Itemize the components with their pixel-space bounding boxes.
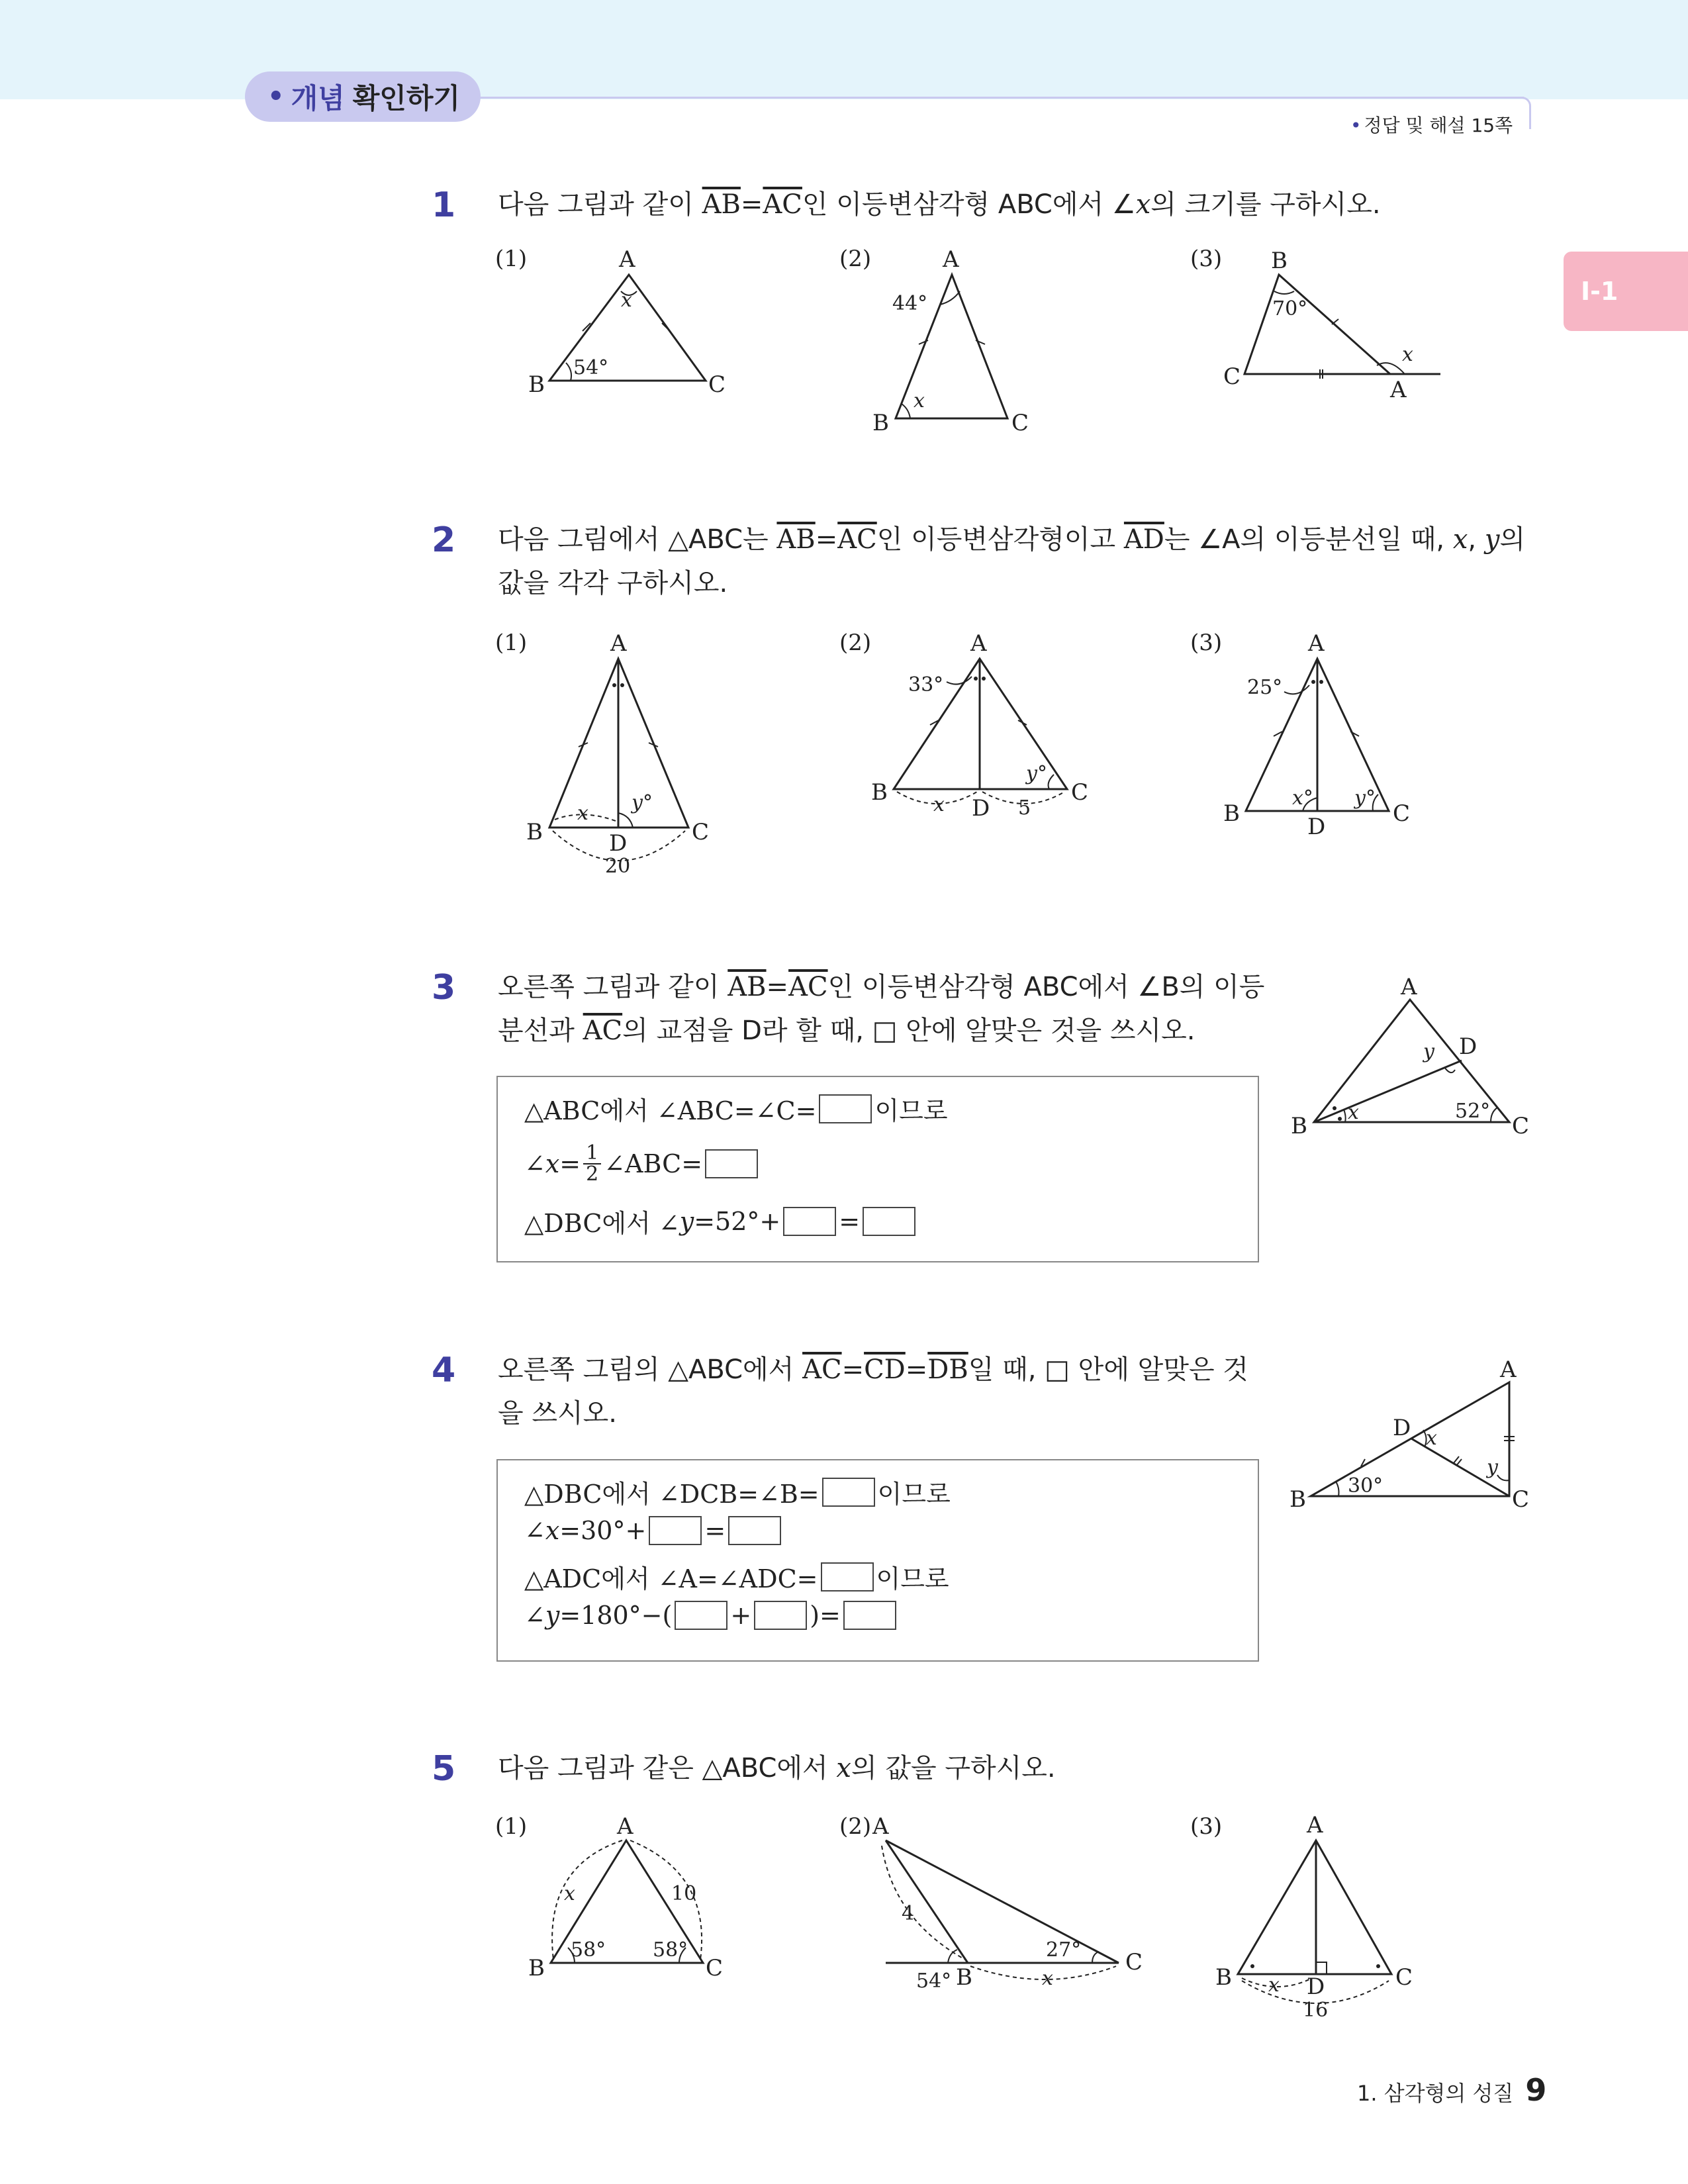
svg-text:A: A [1308,630,1325,657]
svg-text:x°: x° [1292,786,1313,810]
svg-text:D: D [609,830,628,857]
svg-text:C: C [1395,1964,1413,1991]
question-number-5: 5 [432,1749,456,1789]
svg-text:B: B [872,410,889,436]
svg-text:52°: 52° [1455,1100,1491,1123]
svg-text:20: 20 [605,855,631,878]
svg-text:C: C [708,371,726,398]
svg-text:C: C [1393,800,1411,827]
svg-text:A: A [1307,1812,1323,1838]
svg-text:A: A [1500,1356,1517,1383]
answer-reference: • 정답 및 해설 15쪽 [1350,115,1513,136]
svg-text:B: B [1291,1113,1307,1139]
svg-text:(1): (1) [495,630,528,656]
svg-text:54°: 54° [916,1970,952,1993]
svg-text:A: A [872,1813,889,1840]
svg-text:27°: 27° [1046,1938,1082,1962]
q3-solution-box: △ABC에서 ∠ABC=∠C= 이므로 ∠ x = $\frac{1}{2}$ ∠ABC= △DBC에서 ∠ y =52°+ = [496,1076,1259,1262]
svg-text:y°: y° [1354,786,1376,810]
svg-text:B: B [1289,1486,1306,1513]
svg-text:x: x [621,289,632,312]
question-text-4: 오른쪽 그림의 △ABC에서 $\overline{AC}=\overline{CD}=\overline{DB}$일 때, □ 안에 알맞은 것 을 쓰시오. [498,1354,1248,1429]
svg-text:C: C [692,819,710,845]
svg-text:y: y [1487,1456,1498,1479]
page-number: 9 [1525,2072,1547,2108]
header-bullet: • [267,81,285,112]
svg-text:(1): (1) [495,1813,528,1840]
question-text-5: 다음 그림과 같은 △ABC에서 x의 값을 구하시오. [498,1753,1056,1783]
svg-text:A: A [619,246,635,273]
svg-text:16: 16 [1303,1999,1329,2022]
svg-text:x: x [1348,1101,1359,1124]
question-text-3: 오른쪽 그림과 같이 $\overline{AB}=\overline{AC}$인 이등변삼각형 ABC에서 ∠B의 이등 분선과 $\overline{AC}$의 교점을 D라 할 때, □ 안에 알맞은 것을 쓰시오. [498,972,1265,1046]
svg-text:C: C [1512,1113,1530,1139]
svg-text:25°: 25° [1247,676,1283,699]
svg-text:B: B [526,819,543,845]
svg-text:B: B [1271,248,1288,274]
svg-text:(2): (2) [839,1813,872,1840]
svg-text:y: y [1423,1040,1434,1063]
header-accent-label: 개념 [291,82,345,115]
svg-text:C: C [706,1955,724,1981]
svg-text:C: C [1011,410,1029,436]
svg-text:x: x [1426,1427,1437,1450]
svg-text:B: B [1223,800,1240,827]
svg-text:C: C [1125,1949,1143,1975]
svg-text:D: D [1307,814,1326,840]
svg-text:(3): (3) [1190,246,1223,272]
svg-text:A: A [943,246,959,273]
q4-solution-box: △DBC에서 ∠DCB=∠B= 이므로 ∠ x =30°+ = △ADC에서 ∠A=∠ADC= 이므로 ∠ y =180°−( + )= [496,1459,1259,1662]
header-label: 확인하기 [352,82,461,115]
svg-text:B: B [1215,1964,1232,1991]
question-number-1: 1 [432,185,456,225]
svg-text:y°: y° [632,791,653,814]
svg-text:54°: 54° [573,356,609,379]
svg-text:D: D [1393,1415,1411,1441]
q5-fig1 [495,1813,723,1981]
chapter-title: 1. 삼각형의 성질 [1357,2081,1514,2106]
svg-text:33°: 33° [908,673,944,696]
svg-text:58°: 58° [571,1938,606,1962]
fraction-half: $\frac{1}{2}$ [583,1143,601,1184]
svg-text:(2): (2) [839,246,872,272]
svg-text:B: B [528,371,545,398]
svg-text:x: x [577,802,588,825]
q5-fig3 [1190,1812,1413,2022]
svg-text:x: x [1402,343,1413,366]
question-text-1: 다음 그림과 같이 $\overline{AB}=\overline{AC}$인 이등변삼각형 ABC에서 ∠x의 크기를 구하시오. [498,189,1381,220]
svg-text:5: 5 [1018,796,1031,820]
svg-text:A: A [610,630,627,657]
svg-text:B: B [871,779,888,806]
svg-text:(3): (3) [1190,1813,1223,1840]
svg-text:(3): (3) [1190,630,1223,656]
svg-text:A: A [970,630,987,657]
svg-text:(2): (2) [839,630,872,656]
chapter-tab: Ⅰ-1 [1564,252,1688,331]
svg-text:10: 10 [671,1882,697,1905]
svg-text:D: D [1307,1973,1325,2000]
svg-text:4: 4 [902,1902,915,1925]
svg-text:A: A [1390,377,1407,403]
svg-text:x: x [1042,1967,1053,1990]
svg-text:D: D [1459,1033,1477,1060]
svg-text:x: x [933,793,945,816]
svg-text:C: C [1223,363,1241,390]
svg-text:C: C [1071,779,1089,806]
svg-text:x: x [564,1882,575,1905]
question-number-4: 4 [432,1351,456,1390]
svg-text:D: D [972,795,990,822]
svg-text:B: B [956,1964,972,1991]
svg-text:58°: 58° [653,1938,688,1962]
svg-text:30°: 30° [1348,1474,1383,1497]
q5-fig2 [839,1813,1143,1993]
svg-text:y°: y° [1026,762,1047,785]
svg-text:A: A [1401,974,1417,1000]
question-number-2: 2 [432,520,456,560]
svg-text:C: C [1512,1486,1530,1513]
svg-text:(1): (1) [495,246,528,272]
svg-text:B: B [528,1955,545,1981]
svg-text:x: x [914,389,925,412]
svg-text:A: A [617,1813,633,1840]
page-footer [1357,2072,1546,2108]
svg-text:44°: 44° [892,292,928,315]
svg-text:70°: 70° [1272,297,1308,320]
svg-text:x: x [1268,1973,1280,1997]
question-number-3: 3 [432,968,456,1008]
question-text-2: 다음 그림에서 △ABC는 $\overline{AB}=\overline{AC}$인 이등변삼각형이고 $\overline{AD}$는 ∠A의 이등분선일 때, x, y의 값을 각각 구하시오. [498,524,1526,598]
